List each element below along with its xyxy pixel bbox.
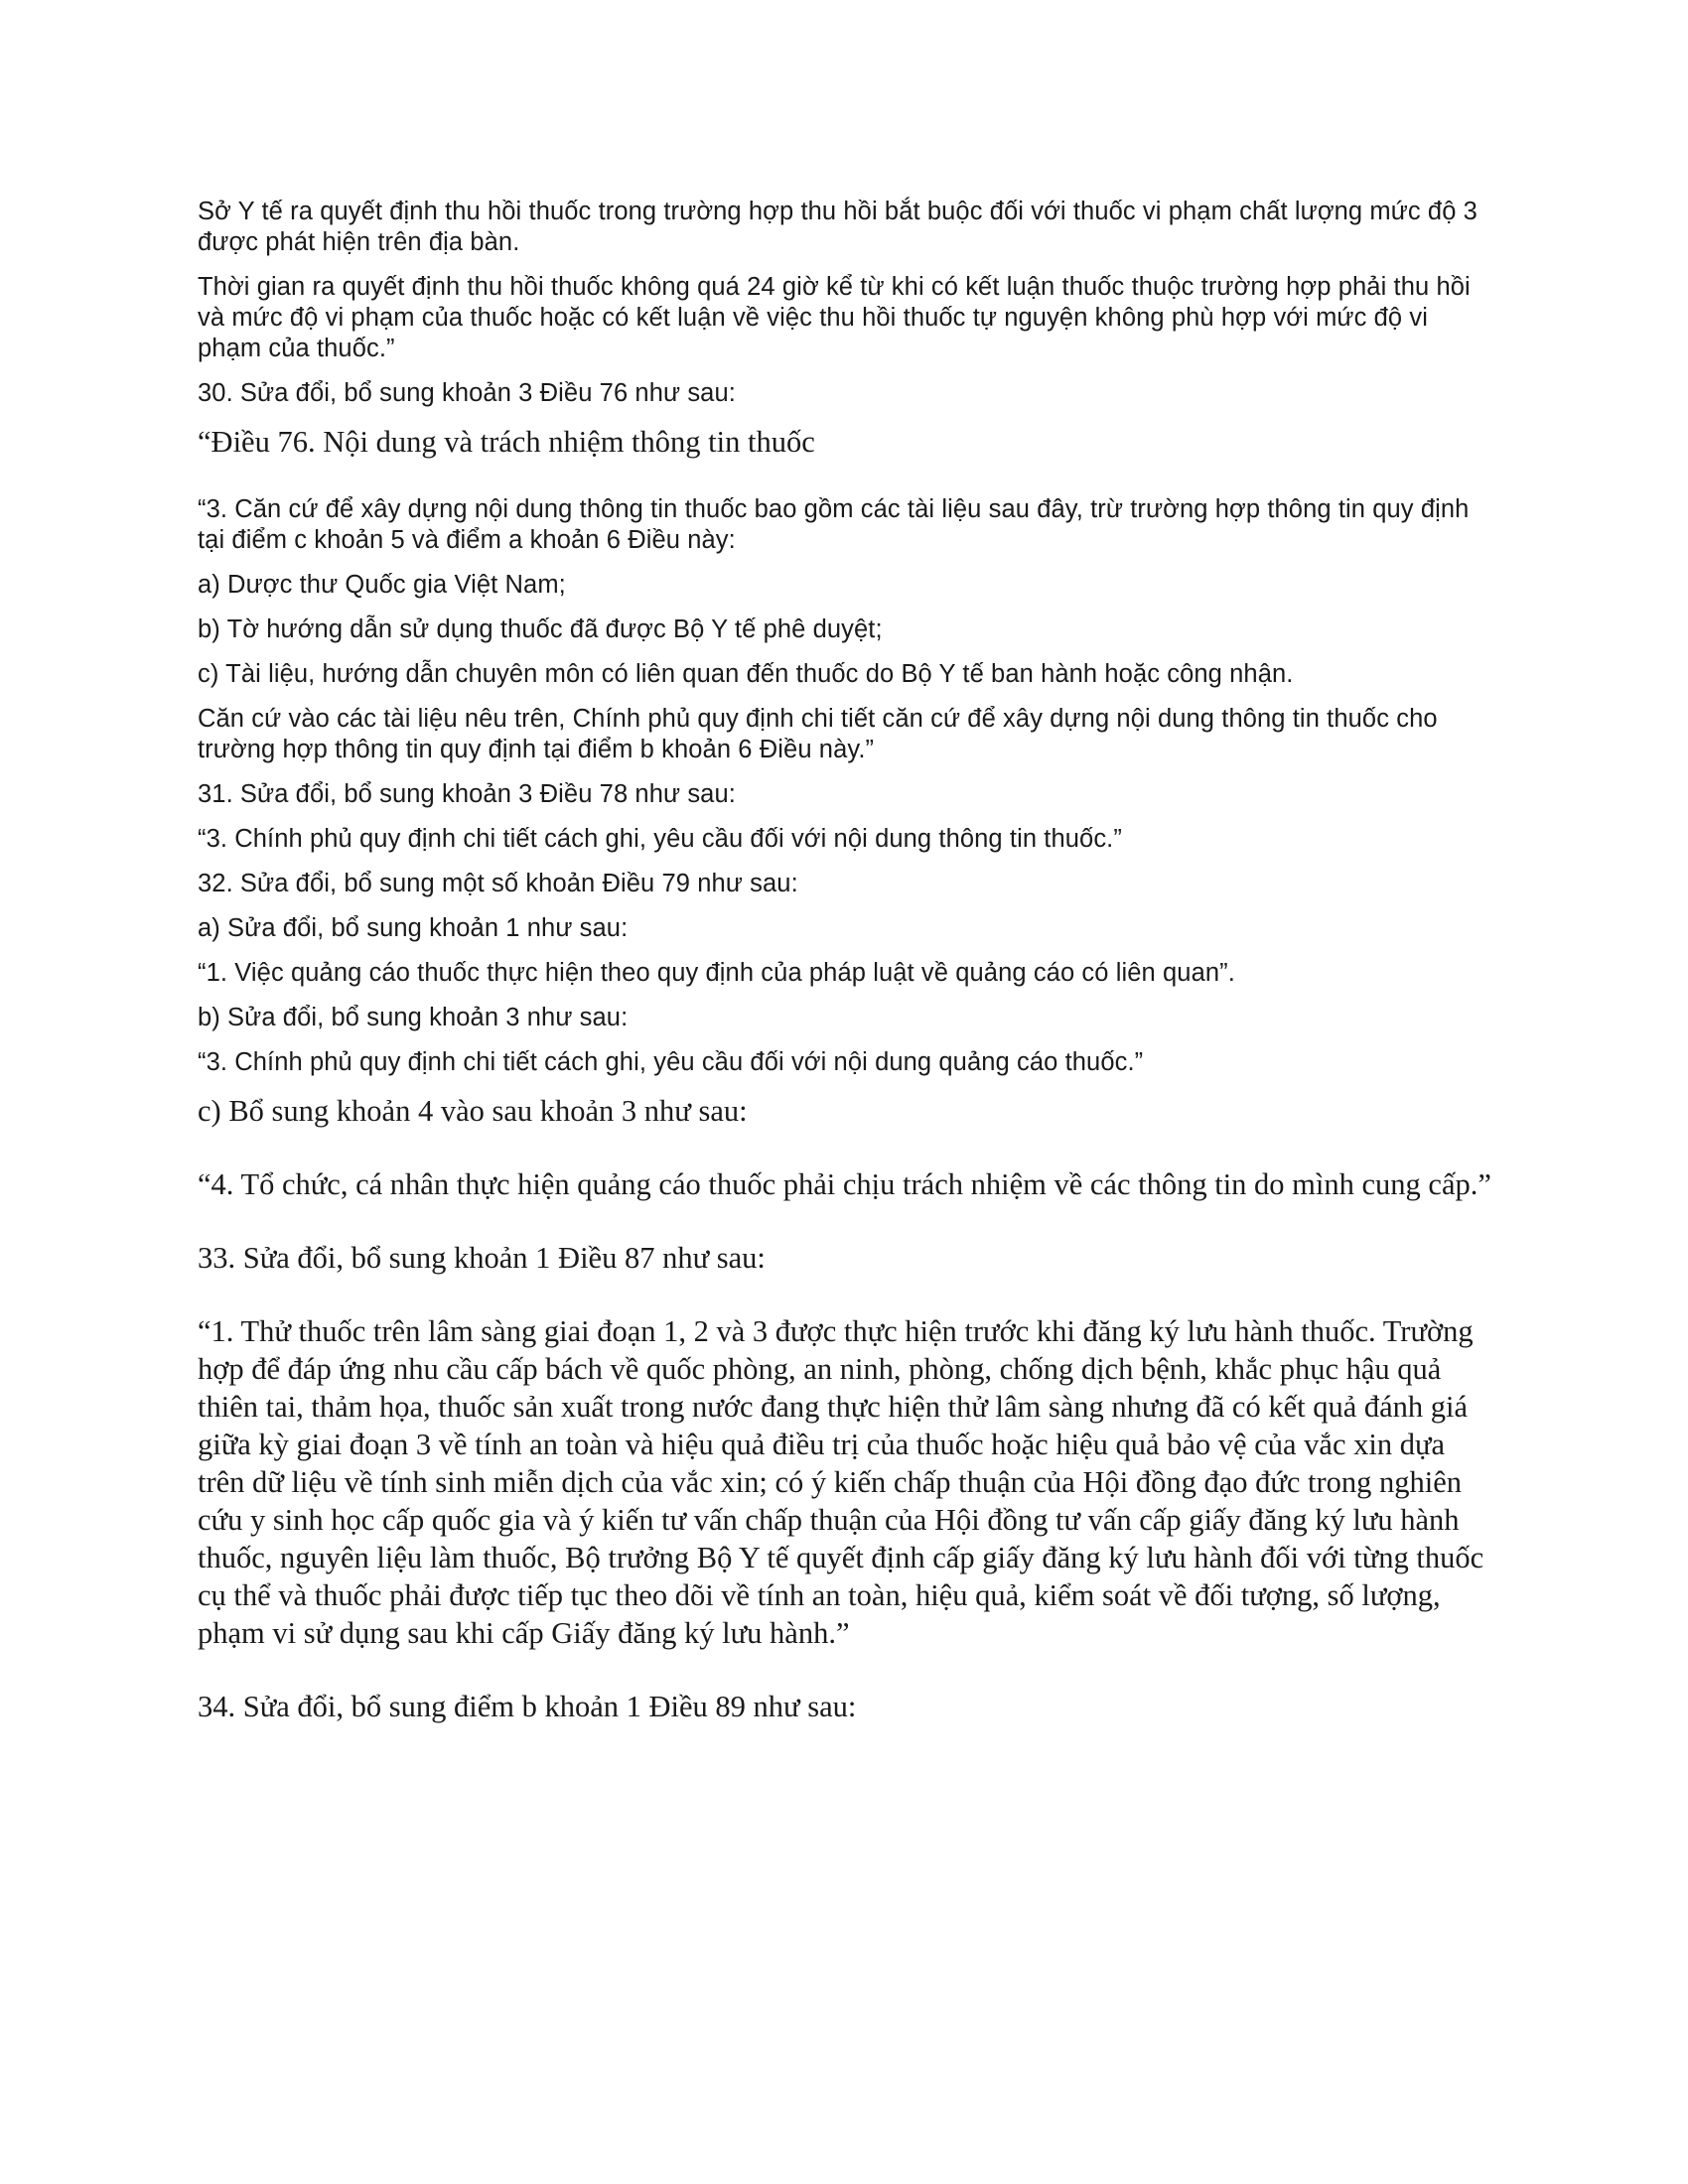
- point-c: c) Tài liệu, hướng dẫn chuyên môn có liên quan đến thuốc do Bộ Y tế ban hành hoặc công nhận.: [198, 660, 1294, 688]
- paragraph-recall-deadline: Thời gian ra quyết định thu hồi thuốc không quá 24 giờ kể từ khi có kết luận thuốc thuộc trường hợp phải thu hồi và mức độ vi phạm của thuốc hoặc có kết luận về việc thu hồi thuốc tự nguyện không phù hợp với mức độ vi phạm của thuốc.”: [198, 273, 1471, 362]
- amendment-item-32: 32. Sửa đổi, bổ sung một số khoản Điều 79 như sau:: [198, 870, 798, 897]
- amendment-item-33: 33. Sửa đổi, bổ sung khoản 1 Điều 87 như sau:: [198, 1241, 766, 1275]
- clause-3-info-content: “3. Chính phủ quy định chi tiết cách ghi, yêu cầu đối với nội dung thông tin thuốc.”: [198, 825, 1122, 853]
- point-a: a) Dược thư Quốc gia Việt Nam;: [198, 571, 566, 599]
- clause-3-basis: “3. Căn cứ để xây dựng nội dung thông tin thuốc bao gồm các tài liệu sau đây, trừ trường hợp thông tin quy định tại điểm c khoản 5 và điểm a khoản 6 Điều này:: [198, 495, 1470, 554]
- point-b: b) Tờ hướng dẫn sử dụng thuốc đã được Bộ Y tế phê duyệt;: [198, 615, 883, 643]
- amendment-item-31: 31. Sửa đổi, bổ sung khoản 3 Điều 78 như sau:: [198, 780, 736, 808]
- paragraph-recall-authority: Sở Y tế ra quyết định thu hồi thuốc trong trường hợp thu hồi bắt buộc đối với thuốc vi phạm chất lượng mức độ 3 được phát hiện trên địa bàn.: [198, 198, 1477, 256]
- document-page: [198, 197, 1498, 1725]
- paragraph-government-regulation: Căn cứ vào các tài liệu nêu trên, Chính phủ quy định chi tiết căn cứ để xây dựng nội dung thông tin thuốc cho trường hợp thông tin quy định tại điểm b khoản 6 Điều này.”: [198, 705, 1438, 763]
- article-76-heading: “Điều 76. Nội dung và trách nhiệm thông tin thuốc: [198, 425, 815, 459]
- amendment-item-34: 34. Sửa đổi, bổ sung điểm b khoản 1 Điều 89 như sau:: [198, 1690, 857, 1723]
- amendment-item-30: 30. Sửa đổi, bổ sung khoản 3 Điều 76 như sau:: [198, 379, 736, 407]
- clause-1-clinical-trials: “1. Thử thuốc trên lâm sàng giai đoạn 1, 2 và 3 được thực hiện trước khi đăng ký lưu hành thuốc. Trường hợp để đáp ứng nhu cầu cấp bách về quốc phòng, an ninh, phòng, chống dịch bệnh, khắc phục hậu quả thiên tai, thảm họa, thuốc sản xuất trong nước đang thực hiện thử lâm sàng nhưng đã có kết quả đánh giá giữa kỳ giai đoạn 3 về tính an toàn và hiệu quả điều trị của thuốc hoặc hiệu quả bảo vệ của vắc xin dựa trên dữ liệu về tính sinh miễn dịch của vắc xin; có ý kiến chấp thuận của Hội đồng đạo đức trong nghiên cứu y sinh học cấp quốc gia và ý kiến tư vấn chấp thuận của Hội đồng tư vấn cấp giấy đăng ký lưu hành thuốc, nguyên liệu làm thuốc, Bộ trưởng Bộ Y tế quyết định cấp giấy đăng ký lưu hành đối với từng thuốc cụ thể và thuốc phải được tiếp tục theo dõi về tính an toàn, hiệu quả, kiểm soát về đối tượng, số lượng, phạm vi sử dụng sau khi cấp Giấy đăng ký lưu hành.”: [198, 1314, 1484, 1650]
- clause-4-responsibility: “4. Tổ chức, cá nhân thực hiện quảng cáo thuốc phải chịu trách nhiệm về các thông tin do mình cung cấp.”: [198, 1167, 1491, 1201]
- sub-item-b: b) Sửa đổi, bổ sung khoản 3 như sau:: [198, 1004, 629, 1031]
- sub-item-a: a) Sửa đổi, bổ sung khoản 1 như sau:: [198, 914, 629, 942]
- clause-3-advertising-content: “3. Chính phủ quy định chi tiết cách ghi, yêu cầu đối với nội dung quảng cáo thuốc.”: [198, 1048, 1144, 1076]
- clause-1-advertising: “1. Việc quảng cáo thuốc thực hiện theo quy định của pháp luật về quảng cáo có liên quan”.: [198, 959, 1235, 987]
- sub-item-c: c) Bổ sung khoản 4 vào sau khoản 3 như sau:: [198, 1094, 748, 1128]
